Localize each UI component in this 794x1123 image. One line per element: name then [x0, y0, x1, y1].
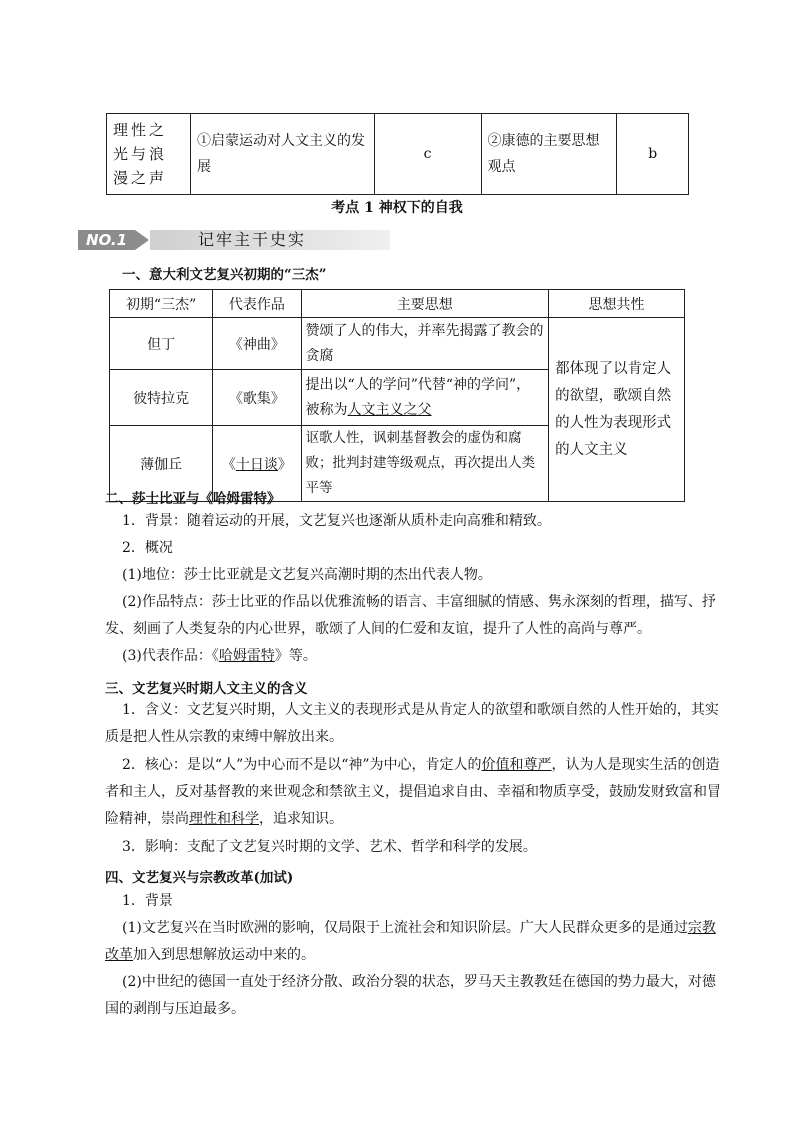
paragraph	[122, 643, 317, 670]
name-cell: 但丁	[110, 318, 213, 370]
key-term: 价值和尊严	[481, 757, 552, 773]
paragraph: 2．概况	[122, 540, 173, 556]
banner-arrow-icon	[135, 230, 149, 250]
content-cell: ①启蒙运动对人文主义的发展	[191, 114, 375, 195]
header-cell: 思想共性	[549, 290, 685, 318]
text: (1)文艺复兴在当时欧洲的影响，仅局限于上流社会和知识阶层。广大人民群众更多的是通过	[122, 920, 688, 936]
table-header-row	[110, 290, 685, 318]
text: 》等。	[274, 648, 317, 664]
key-term: 人文主义之父	[347, 401, 432, 418]
table-row	[110, 318, 685, 370]
header-cell: 代表作品	[213, 290, 301, 318]
header-cell: 主要思想	[301, 290, 549, 318]
banner	[78, 229, 390, 251]
objectives-table	[106, 113, 689, 195]
name-cell: 薄伽丘	[110, 426, 213, 502]
text: (3)代表作品：《	[122, 648, 219, 664]
topic-cell: 理性之光与浪漫之声	[107, 114, 191, 195]
text: ，认为人是现实生活的创造者和主人，反对基督教的来世观念和禁欲主义，提倡追求自由、幸福和物质享受，鼓励发财致富和冒险精神，崇尚	[105, 757, 721, 827]
name-cell: 彼特拉克	[110, 370, 213, 426]
text: 2．核心：是以“人”为中心而不是以“神”为中心，肯定人的	[122, 757, 482, 773]
part4-heading: 四、文艺复兴与宗教改革(加试)	[105, 870, 294, 886]
banner-tag: NO.1	[78, 230, 135, 250]
work-cell: 《歌集》	[213, 370, 301, 426]
key-term: 十日谈	[235, 456, 278, 473]
text: 加入到思想解放运动中来的。	[133, 947, 315, 963]
key-term: 理性和科学	[189, 811, 259, 827]
paragraph	[105, 752, 723, 833]
part3-heading: 三、文艺复兴时期人文主义的含义	[105, 681, 308, 697]
level-cell: c	[374, 114, 481, 195]
level-cell: b	[617, 114, 689, 195]
section-title: 考点 1 神权下的自我	[331, 200, 463, 216]
paragraph: 1．背景：随着运动的开展，文艺复兴也逐渐从质朴走向高雅和精致。	[122, 513, 551, 529]
paragraph: (1)地位：莎士比亚就是文艺复兴高潮时期的杰出代表人物。	[122, 567, 492, 583]
work-cell: 《神曲》	[213, 318, 301, 370]
paragraph: (2)中世纪的德国一直处于经济分散、政治分裂的状态，罗马天主教教廷在德国的势力最大，对德国的剥削与压迫最多。	[105, 974, 716, 1017]
paragraph: 3．影响：支配了文艺复兴时期的文学、艺术、哲学和科学的发展。	[122, 839, 537, 855]
common-cell: 都体现了以肯定人的欲望，歌颂自然的人性为表现形式的人文主义	[549, 318, 685, 502]
paragraph: (2)作品特点：莎士比亚的作品以优雅流畅的语言、丰富细腻的情感、隽永深刻的哲理，描写、抒发、刻画了人类复杂的内心世界，歌颂了人间的仁爱和友谊，提升了人性的高尚与尊严。	[105, 594, 716, 637]
idea-text: 提出以“人的学问”代替“神的学问”，被称为	[305, 376, 531, 418]
part1-heading: 一、意大利文艺复兴初期的“三杰”	[122, 267, 327, 283]
idea-cell: 赞颂了人的伟大，并率先揭露了教会的贪腐	[301, 318, 549, 370]
paragraph: 1．含义：文艺复兴时期，人文主义的表现形式是从肯定人的欲望和歌颂自然的人性开始的，其实质是把人性从宗教的束缚中解放出来。	[105, 702, 719, 745]
content-cell: ②康德的主要思想观点	[481, 114, 617, 195]
header-cell: 初期“三杰”	[110, 290, 213, 318]
key-term: 哈姆雷特	[218, 648, 275, 664]
banner-title: 记牢主干史实	[198, 230, 307, 249]
key-term: 宗教改革	[105, 920, 716, 963]
three-masters-table	[109, 289, 685, 502]
idea-cell	[301, 370, 549, 426]
text: ，追求知识。	[259, 811, 343, 827]
paragraph: 1．背景	[122, 893, 173, 909]
work-cell: 《十日谈》	[213, 426, 301, 502]
part2-heading: 二、莎士比亚与《哈姆雷特》	[105, 491, 281, 507]
paragraph	[105, 915, 723, 969]
idea-cell: 讴歌人性，讽刺基督教会的虚伪和腐败；批判封建等级观点，再次提出人类平等	[301, 426, 549, 502]
table-row	[107, 114, 689, 195]
